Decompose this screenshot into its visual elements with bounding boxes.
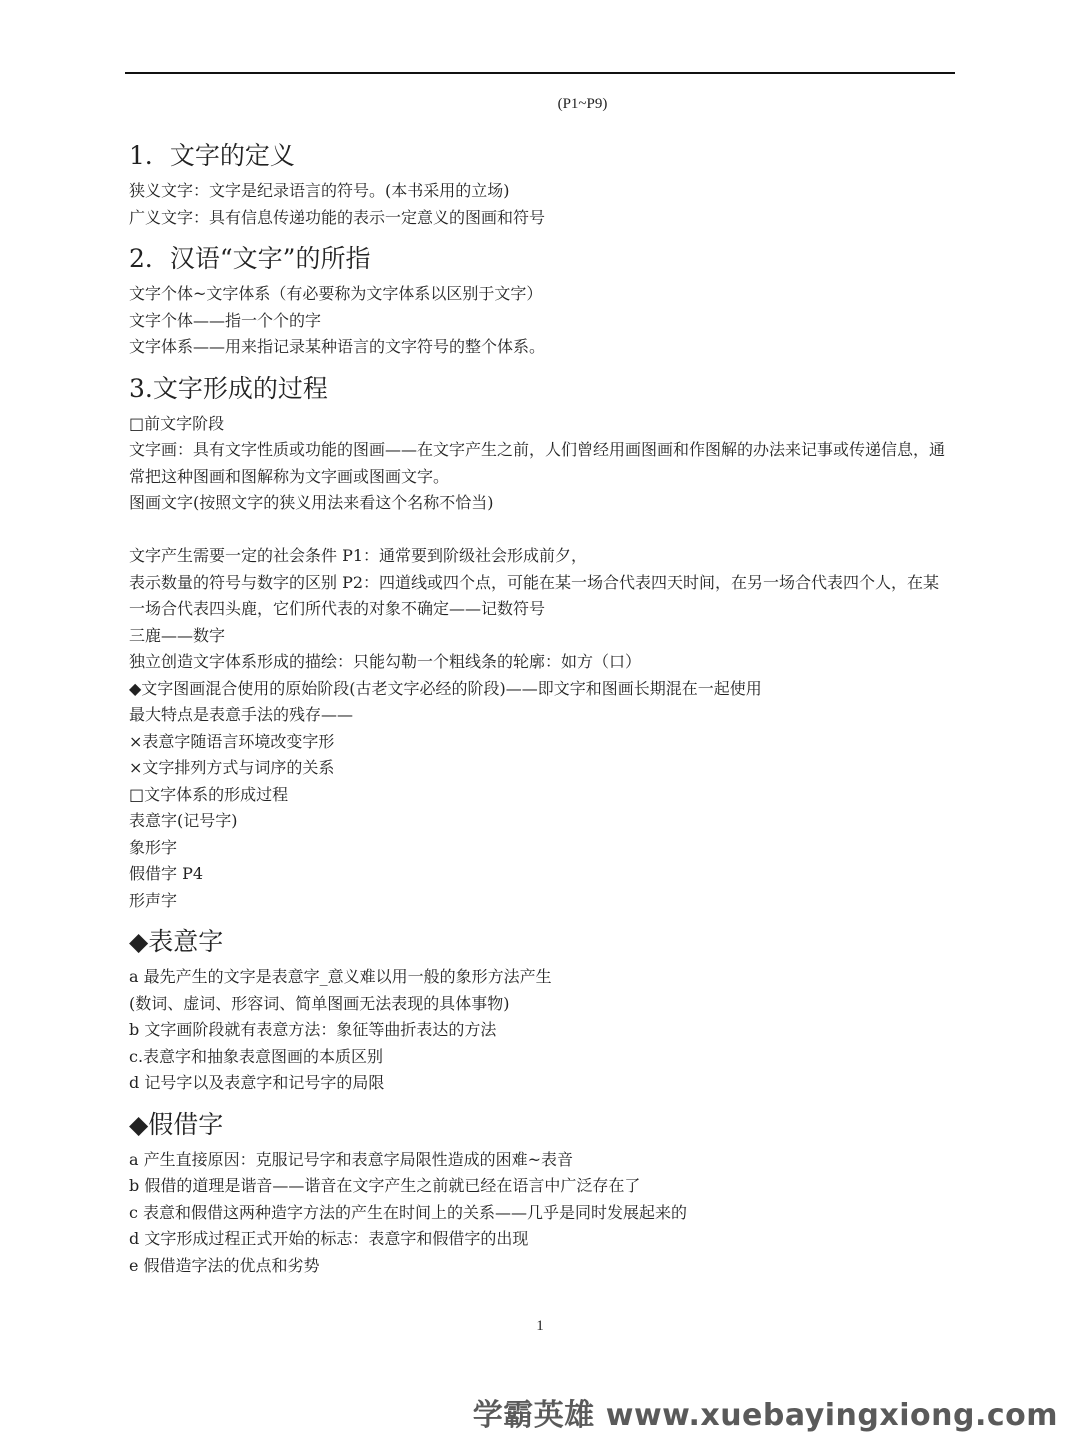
- paragraph-line: c 表意和假借这两种造字方法的产生在时间上的关系——几乎是同时发展起来的: [129, 1202, 688, 1222]
- paragraph-line: □文字体系的形成过程: [129, 784, 289, 804]
- paragraph-line: 假借字 P4: [129, 864, 204, 883]
- section-title: 3.文字形成的过程: [129, 373, 328, 403]
- header-rule: [125, 72, 955, 74]
- paragraph-line: a 产生直接原因：克服记号字和表意字局限性造成的困难~表音: [129, 1149, 574, 1169]
- paragraph-line: e 假借造字法的优点和劣势: [129, 1255, 320, 1275]
- paragraph-line: b 文字画阶段就有表意方法：象征等曲折表达的方法: [129, 1020, 497, 1039]
- paragraph-line: 最大特点是表意手法的残存——: [129, 705, 354, 724]
- section-title: ◆表意字: [129, 927, 224, 956]
- paragraph-line: 象形字: [129, 837, 178, 857]
- paragraph-line: 形声字: [129, 890, 178, 910]
- paragraph-line: 表意字(记号字): [129, 811, 238, 830]
- document-body: [129, 138, 949, 1279]
- paragraph-line: ◆文字图画混合使用的原始阶段(古老文字必经的阶段)——即文字和图画长期混在一起使用: [129, 678, 762, 698]
- paragraph-line: d 文字形成过程正式开始的标志：表意字和假借字的出现: [129, 1229, 529, 1248]
- paragraph-line: 文字体系——用来指记录某种语言的文字符号的整个体系。: [129, 337, 546, 356]
- paragraph-line: 图画文字(按照文字的狭义用法来看这个名称不恰当): [129, 493, 494, 512]
- paragraph-line: 狭义文字：文字是纪录语言的符号。(本书采用的立场): [129, 181, 510, 200]
- site-watermark: 学霸英雄 www.xuebayingxiong.com: [472, 1398, 1058, 1433]
- paragraph-line: 三鹿——数字: [129, 625, 226, 645]
- paragraph-line: b 假借的道理是谐音——谐音在文字产生之前就已经在语言中广泛存在了: [129, 1176, 641, 1195]
- paragraph-line: ×文字排列方式与词序的关系: [129, 758, 335, 777]
- paragraph-line: 独立创造文字体系形成的描绘：只能勾勒一个粗线条的轮廓：如方（口）: [129, 652, 642, 671]
- paragraph-line: 表示数量的符号与数字的区别 P2：四道线或四个点，可能在某一场合代表四天时间，在另一场合代表四个人，在某一场合代表四头鹿，它们所代表的对象不确定——记数符号: [129, 572, 940, 618]
- section-title: ◆假借字: [129, 1109, 224, 1139]
- section-title: 1．文字的定义: [129, 141, 295, 170]
- paragraph-line: □前文字阶段: [129, 413, 225, 433]
- paragraph-line: d 记号字以及表意字和记号字的局限: [129, 1073, 385, 1092]
- paragraph-line: 文字产生需要一定的社会条件 P1：通常要到阶级社会形成前夕，: [129, 546, 588, 565]
- paragraph-line: (数词、虚词、形容词、简单图画无法表现的具体事物): [129, 993, 510, 1013]
- paragraph-line: c.表意字和抽象表意图画的本质区别: [129, 1046, 384, 1066]
- paragraph-line: 文字画：具有文字性质或功能的图画——在文字产生之前，人们曾经用画图画和作图解的办法来记事或传递信息，通常把这种图画和图解称为文字画或图画文字。: [129, 440, 946, 486]
- page-number: 1: [536, 1318, 544, 1334]
- paragraph-line: 广义文字：具有信息传递功能的表示一定意义的图画和符号: [129, 207, 546, 227]
- paragraph-line: ×表意字随语言环境改变字形: [129, 731, 335, 751]
- section-title: 2．汉语“文字”的所指: [129, 244, 371, 273]
- page-range: (P1~P9): [557, 96, 608, 112]
- paragraph-line: 文字个体——指一个个的字: [129, 310, 322, 330]
- paragraph-line: 文字个体~文字体系（有必要称为文字体系以区别于文字）: [129, 284, 543, 303]
- paragraph-line: a 最先产生的文字是表意字_意义难以用一般的象形方法产生: [129, 967, 552, 986]
